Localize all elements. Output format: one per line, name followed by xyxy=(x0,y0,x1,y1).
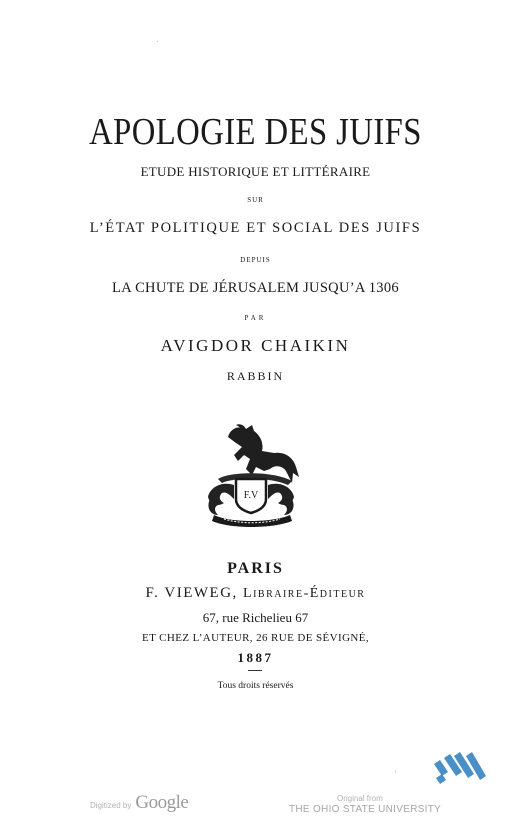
google-logo: Google xyxy=(135,792,189,813)
book-title: APOLOGIE DES JUIFS xyxy=(89,111,422,153)
speck xyxy=(395,771,396,772)
period-line: LA CHUTE DE JÉRUSALEM JUSQU’A 1306 xyxy=(112,280,399,296)
rights-notice: Tous droits réservés xyxy=(217,681,294,691)
original-from-label: Original from xyxy=(337,794,383,803)
author-role: RABBIN xyxy=(226,369,285,383)
connector-sur: SUR xyxy=(247,196,264,204)
publisher-line xyxy=(0,585,511,602)
author-name: AVIGDOR CHAIKIN xyxy=(160,336,351,355)
book-subtitle: ETUDE HISTORIQUE ET LITTÉRAIRE xyxy=(140,164,371,179)
digitized-by-label: Digitized by xyxy=(90,801,132,810)
mark-monogram: F.V xyxy=(243,490,259,501)
publication-year: 1887 xyxy=(237,650,274,665)
speck xyxy=(157,41,158,42)
connector-depuis: DEPUIS xyxy=(240,256,271,264)
publisher-horse-mark-icon xyxy=(200,415,304,530)
digitized-by-google xyxy=(90,792,188,814)
author-address: ET CHEZ L’AUTEUR, 26 RUE DE SÉVIGNÉ, xyxy=(141,632,370,644)
publisher-role: Libraire-Éditeur xyxy=(243,586,366,601)
institution-label: THE OHIO STATE UNIVERSITY xyxy=(289,804,442,815)
imprint-city: PARIS xyxy=(227,560,284,577)
connector-par: PAR xyxy=(244,314,267,322)
publisher-name: F. VIEWEG, xyxy=(145,585,244,601)
subject-line: L’ÉTAT POLITIQUE ET SOCIAL DES JUIFS xyxy=(89,220,422,236)
library-logo-icon xyxy=(432,750,488,786)
publisher-address: 67, rue Richelieu 67 xyxy=(202,610,309,625)
divider xyxy=(248,670,262,671)
